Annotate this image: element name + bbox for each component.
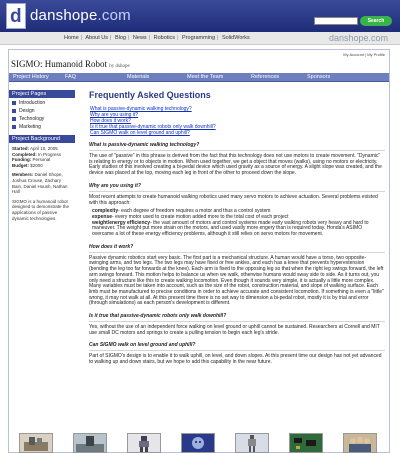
page-icon — [12, 101, 16, 105]
list-text: - each degree of freedom requires a motor and thus a control system — [118, 208, 271, 215]
project-tabs — [9, 73, 389, 82]
project-pages-list — [9, 98, 75, 135]
gallery-thumbnail[interactable] — [181, 433, 215, 453]
list-text: - the vast amount of motors and control systems made early walking robots very heavy and hard to maneuver. The weight put more strain on the motors, and used vastly more engery than is required today. Honda's ASIMO overcame a lot of these energy efficiency problems, although it still relies on servo motors for movement. — [92, 219, 369, 238]
faq-question: Is it true that passive-dynamic robots only walk downhill? — [89, 313, 385, 322]
search-input[interactable] — [314, 17, 358, 25]
budget-label: Budget: — [12, 162, 29, 168]
logo-letter: d — [10, 6, 22, 27]
tab-faq[interactable]: FAQ — [65, 74, 77, 80]
funding-label: Funding: — [12, 157, 32, 163]
nav-separator: | — [80, 35, 83, 41]
faq-question: How does it work? — [89, 244, 385, 253]
brand-name[interactable] — [30, 7, 131, 24]
nav-blog[interactable]: Blog — [114, 35, 126, 41]
gallery-thumbnail[interactable] — [235, 433, 269, 453]
project-description: SIGMO is a humanoid robot designed to demonstrate the applications of passive dynamic technologies. — [12, 198, 70, 221]
toc-link-what[interactable]: What is passive-dynamic walking technology? — [90, 106, 192, 112]
faq-heading: Frequently Asked Questions — [89, 90, 211, 100]
started-value: April 10, 2005 — [29, 146, 58, 151]
members-label: Members: — [12, 172, 34, 178]
nav-separator: | — [177, 35, 179, 41]
page-byline: by dshope — [109, 64, 130, 69]
team-photo-icon — [344, 434, 376, 452]
sidebar-item-marketing[interactable] — [12, 124, 72, 132]
toc-link-downhill[interactable]: Is it true that passive-dynamic robots only walk downhill? — [90, 124, 216, 130]
photo-gallery — [13, 433, 387, 453]
page-title-bar — [9, 59, 389, 70]
sidebar — [9, 90, 75, 224]
list-term: complexity — [92, 208, 119, 215]
gallery-thumbnail[interactable] — [343, 433, 377, 453]
nav-separator: | — [109, 35, 112, 41]
nav-separator: | — [127, 35, 130, 41]
tab-meet-the-team[interactable]: Meet the Team — [187, 74, 224, 80]
robot-assembly-photo-icon — [20, 434, 52, 452]
funding-value: Personal — [31, 157, 51, 163]
faq-question: What is passive-dynamic walking technology? — [89, 142, 385, 151]
project-background-header: Project Background — [9, 135, 75, 143]
completed-label: Completed: — [12, 151, 37, 157]
members-row — [12, 172, 72, 194]
top-nav — [0, 32, 400, 45]
toc-link-uphill[interactable]: Can SIGMO walk on level ground and uphill? — [90, 130, 190, 136]
toc-link-why[interactable]: Why are you using it? — [90, 112, 139, 118]
nav-links — [64, 35, 250, 41]
faq-answer: Part of SIGMO's design is to enable it to walk uphill, on level, and down slopes. At this present time our design has not yet advanced to walking up and down stairs, but we hope to add this capability in the near future. — [89, 353, 382, 366]
nav-about[interactable]: About Us — [85, 35, 108, 41]
nav-solidworks[interactable]: SolidWorks — [222, 35, 250, 41]
search-button[interactable]: Search — [360, 16, 392, 26]
page-title-text: SIGMO: Humanoid Robot — [11, 59, 108, 69]
completed-value: In Progress — [36, 151, 62, 157]
gallery-thumbnail[interactable] — [127, 433, 161, 453]
nav-programming[interactable]: Programming — [182, 35, 216, 41]
site-header — [0, 0, 400, 32]
faq-problem-list — [89, 209, 385, 238]
members-value: Daniel Shope, Joshua Crouse, Zachary Bain, Daniel Housh, Nathan Hall — [12, 172, 68, 195]
faq-question: Can SIGMO walk on level ground and uphill? — [89, 342, 385, 351]
robot-lab-photo-icon — [74, 434, 106, 452]
toc-link-how[interactable]: How does it work? — [90, 118, 131, 124]
list-item — [92, 221, 385, 238]
account-links[interactable]: My Account | My Profile — [343, 52, 385, 57]
site-logo-icon[interactable] — [6, 3, 26, 29]
faq-question: Why are you using it? — [89, 183, 385, 192]
sidebar-item-label: Design — [19, 108, 35, 114]
tab-references[interactable]: References — [251, 74, 280, 80]
tab-materials[interactable]: Materials — [127, 74, 150, 80]
nav-robotics[interactable]: Robotics — [153, 35, 176, 41]
nav-separator: | — [217, 35, 219, 41]
sidebar-item-label: Technology — [19, 116, 45, 122]
list-term: weight/energy efficiency — [92, 219, 151, 226]
gallery-thumbnail[interactable] — [19, 433, 53, 453]
sidebar-item-technology[interactable] — [12, 116, 72, 124]
page-icon — [12, 125, 16, 129]
faq-answer: Most recent attempts to create humanoid walking robotics used many servo motors to achieve actuation. Several problems existed with this approach: — [89, 193, 378, 206]
faq-answer: The use of "passive" in this phrase is derived from the fact that this technology does not use motors to create movement. "Dynamic" is relating to energy or to objects in motion. When used together, we get a object that moves (walks), using no motors or electricity. Early studies of this involved creating a bi-pedal device which used gravity as a source of energy. A slight slope was created, and the device was placed at the top, moving each leg in front of the other to proceed down the slope. — [89, 153, 382, 177]
list-term: expense — [92, 213, 113, 220]
budget-row — [12, 163, 72, 169]
circuit-board-photo-icon — [290, 434, 322, 452]
sidebar-item-introduction[interactable] — [12, 100, 72, 108]
robot-head-photo-icon — [182, 434, 214, 452]
sidebar-item-design[interactable] — [12, 108, 72, 116]
sidebar-item-label: Marketing — [19, 124, 41, 130]
started-label: Started: — [12, 146, 30, 151]
project-pages-header: Project Pages — [9, 90, 75, 98]
faq-toc — [90, 106, 385, 136]
brand-name-text: danshope — [30, 7, 98, 24]
budget-value: $2000 — [29, 162, 43, 168]
tab-project-history[interactable]: Project History — [13, 74, 49, 80]
faq-answer: Yes, without the use of an independent force walking on level ground or uphill cannot be sustained. Researchers at Cornell and MIT use small DC motors and springs to create a pulling tension to begin each leg's stride. — [89, 324, 380, 336]
brand-tld: .com — [97, 7, 131, 24]
page-icon — [12, 117, 16, 121]
nav-news[interactable]: News — [132, 35, 147, 41]
project-background-info — [9, 143, 75, 224]
faq-answer: Passive dynamic robotics start very basic. The first part is a mechanical structure. A human would have a torso, two opposite-swinging arms, and two legs. The two legs may have fixed or free ankles, and each has a knee that prevents hyperextension (bending the leg too far forwards at the knee). Each arm is fixed to the opposing leg so that when the right leg swings forward, the left arm swings forward. This motion helps to balance us when we walk, otherwise humans would sway side to side. As it turns out, you only need a structure like this to create walking locomotion. Even though it sounds very simple, it is actually a little more complex. Many variables must be taken into account, such as the size of the robot, construction material, and slope of walking surface. Each limb must be manufactured to precise conditions in order to achieve accurate and consistent locomotion. If something is even a "little" wrong, it may not walk at all. At this present time there is no set way to dimension a bi-pedal robot, mostly it is by trial and error (through simulations) as each person's development is different. — [89, 254, 384, 307]
page-icon — [12, 109, 16, 113]
gallery-thumbnail[interactable] — [73, 433, 107, 453]
list-text: - every motor used to create motion added more to the total cost of each project — [112, 213, 289, 220]
page-title — [11, 59, 130, 69]
nav-separator: | — [148, 35, 151, 41]
tab-sponsors[interactable]: Sponsors — [307, 74, 331, 80]
gallery-thumbnail[interactable] — [289, 433, 323, 453]
sidebar-item-label: Introduction — [19, 100, 46, 106]
main-content — [89, 90, 385, 366]
robot-figure-photo-icon — [236, 434, 268, 452]
content-frame — [8, 49, 390, 453]
nav-home[interactable]: Home — [64, 35, 79, 41]
robot-render-photo-icon — [128, 434, 160, 452]
brand-watermark: danshope.com — [328, 33, 388, 43]
